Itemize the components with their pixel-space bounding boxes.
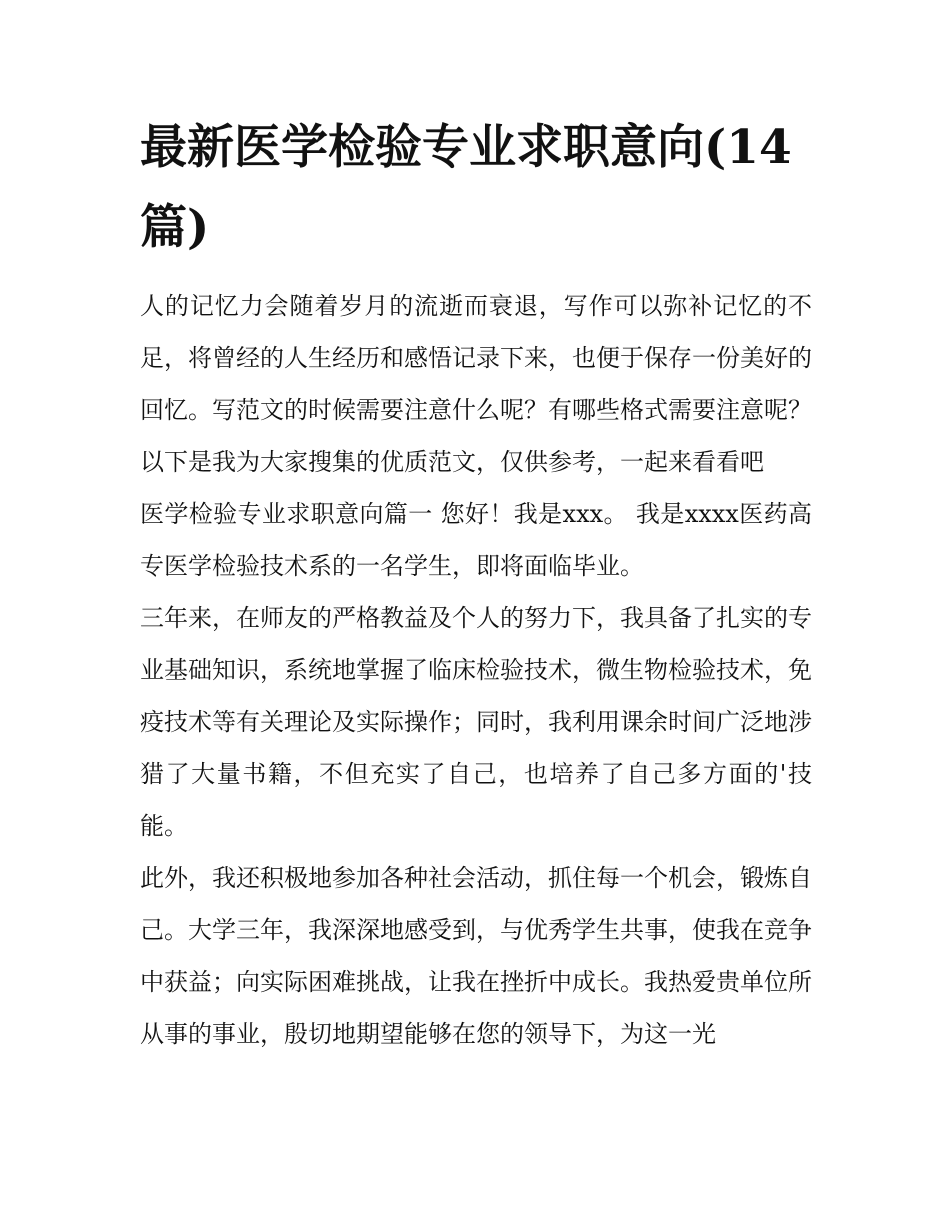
- body-paragraph: 医学检验专业求职意向篇一 您好！我是xxx。 我是xxxx医药高专医学检验技术系的一名学生，即将面临毕业。: [140, 500, 812, 580]
- document-page: [140, 108, 812, 1060]
- body-paragraph: 三年来，在师友的严格教益及个人的努力下，我具备了扎实的专业基础知识，系统地掌握了临床检验技术，微生物检验技术，免疫技术等有关理论及实际操作；同时，我利用课余时间广泛地涉猎了大量书籍，不但充实了自己，也培养了自己多方面的'技能。: [140, 604, 812, 840]
- body-paragraph: 此外，我还积极地参加各种社会活动，抓住每一个机会，锻炼自己。大学三年，我深深地感受到，与优秀学生共事，使我在竞争中获益；向实际困难挑战，让我在挫折中成长。我热爱贵单位所从事的事业，殷切地期望能够在您的领导下，为这一光: [140, 864, 812, 1048]
- document-title: 最新医学检验专业求职意向(14篇): [140, 120, 792, 255]
- intro-paragraph: 人的记忆力会随着岁月的流逝而衰退，写作可以弥补记忆的不足，将曾经的人生经历和感悟记录下来，也便于保存一份美好的回忆。写范文的时候需要注意什么呢？有哪些格式需要注意呢？以下是我为大家搜集的优质范文，仅供参考，一起来看看吧: [140, 292, 812, 476]
